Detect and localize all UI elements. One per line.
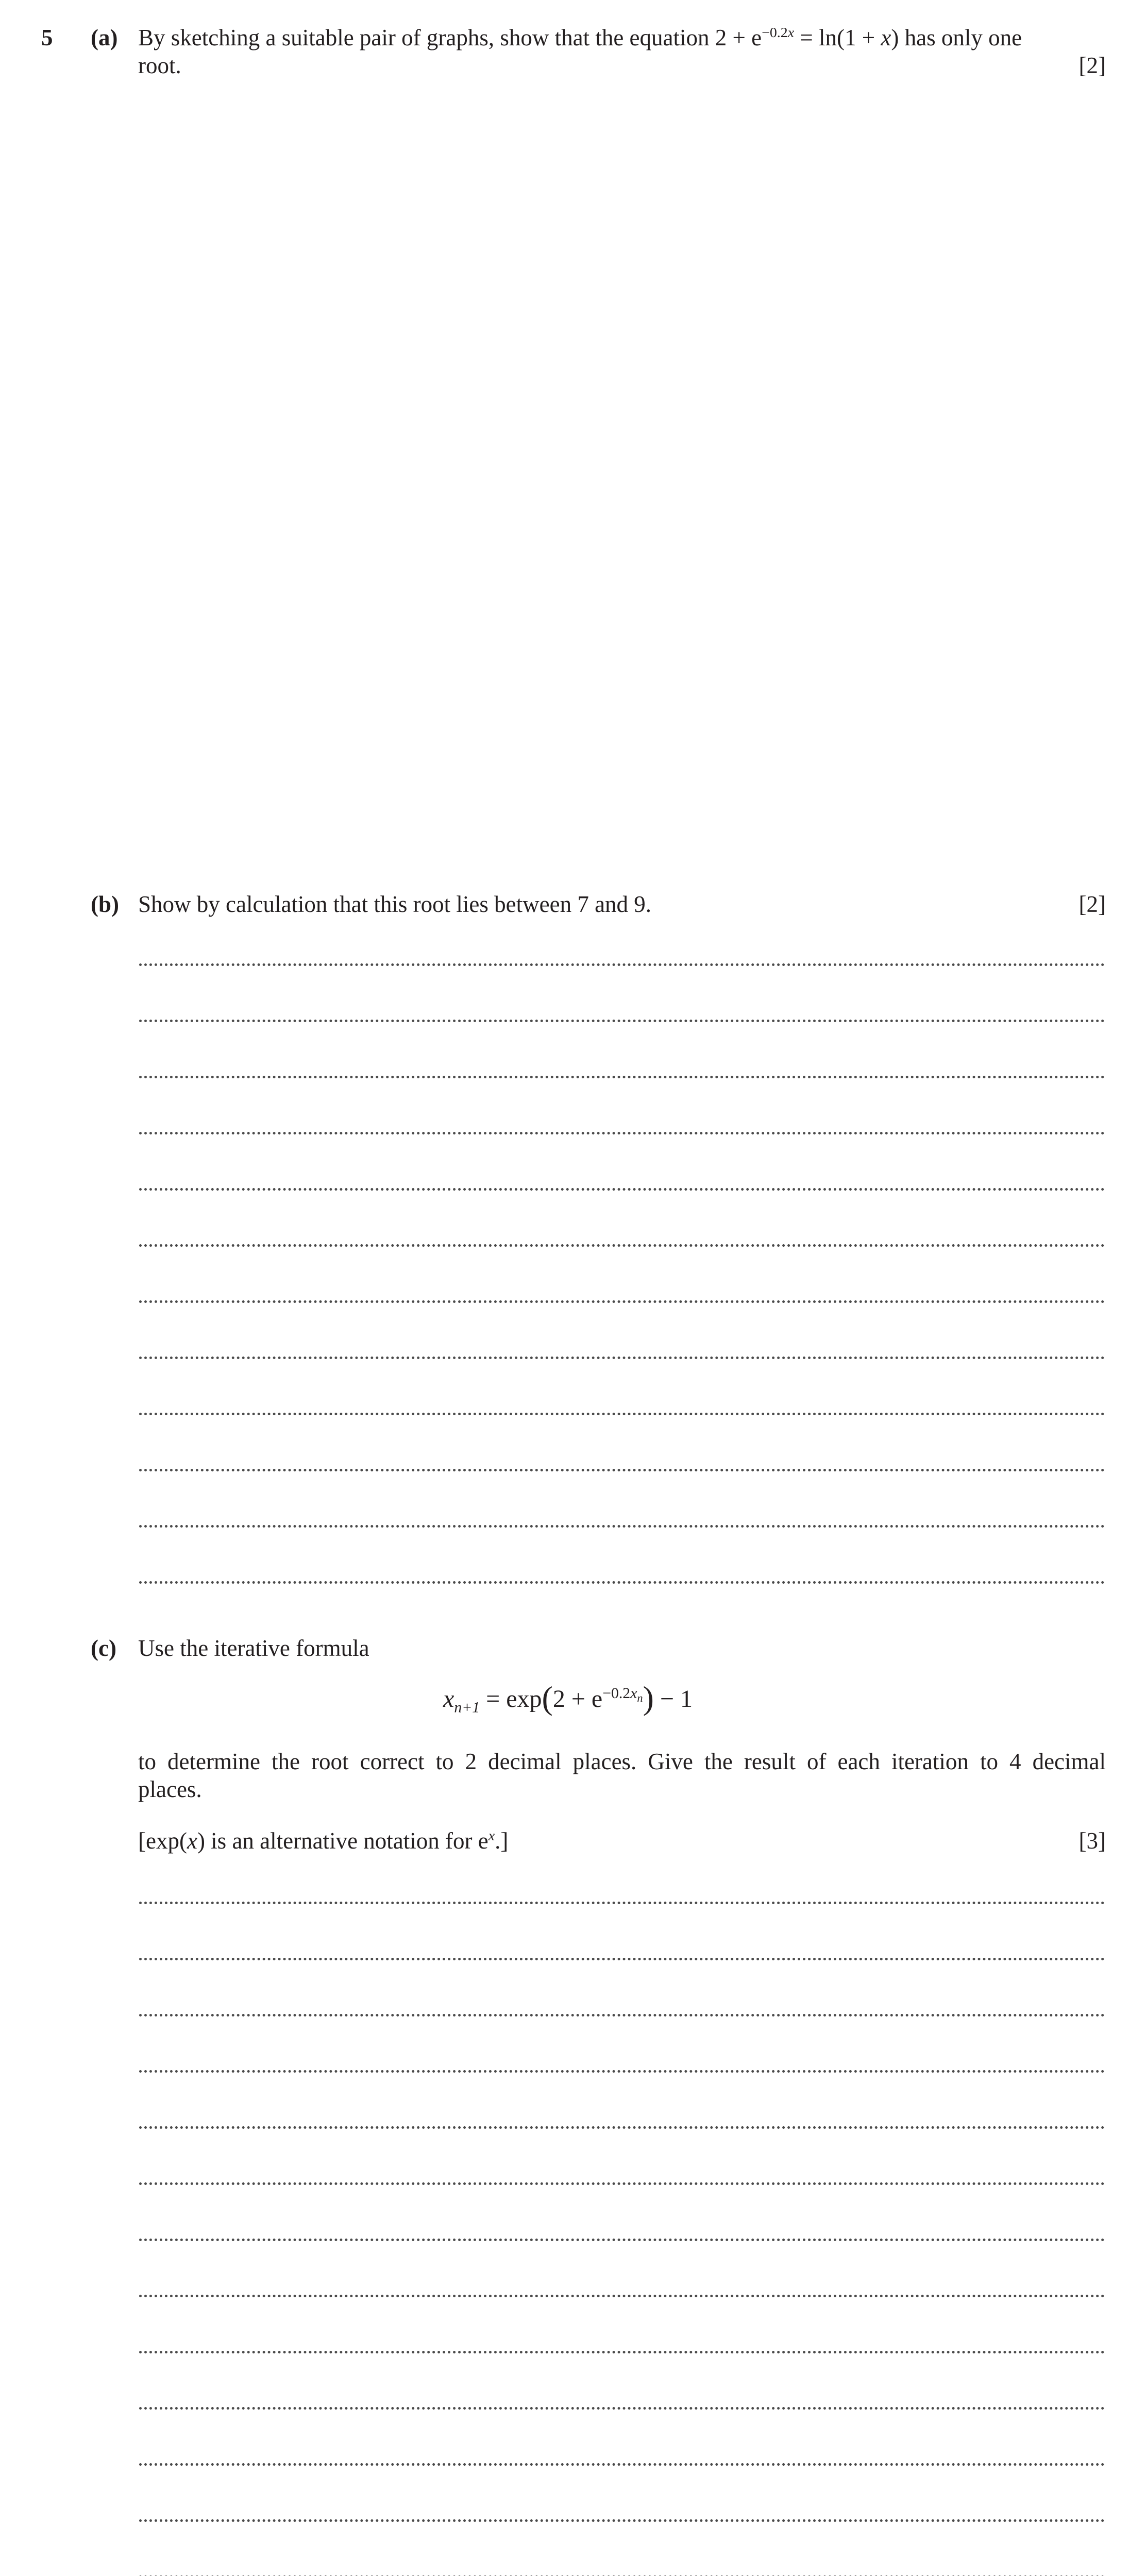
answer-line[interactable] bbox=[139, 1300, 1105, 1303]
part-a-label: (a) bbox=[91, 25, 118, 50]
answer-line[interactable] bbox=[139, 1413, 1105, 1415]
question-number: 5 bbox=[41, 25, 53, 50]
answer-line[interactable] bbox=[139, 1469, 1105, 1471]
part-a-text-line2: root. bbox=[138, 53, 181, 78]
answer-line[interactable] bbox=[139, 1132, 1105, 1134]
part-a-text-after: has only one bbox=[904, 25, 1022, 50]
answer-line[interactable] bbox=[139, 2295, 1105, 2297]
answer-line[interactable] bbox=[139, 1020, 1105, 1022]
answer-line[interactable] bbox=[139, 2126, 1105, 2129]
answer-line[interactable] bbox=[139, 963, 1105, 966]
answer-line[interactable] bbox=[139, 2014, 1105, 2016]
answer-line[interactable] bbox=[139, 2070, 1105, 2073]
answer-line[interactable] bbox=[139, 2407, 1105, 2410]
answer-line[interactable] bbox=[139, 1581, 1105, 1584]
answer-line[interactable] bbox=[139, 2519, 1105, 2522]
answer-line[interactable] bbox=[139, 2182, 1105, 2185]
part-c-instruction-line1: to determine the root correct to 2 decimal places. Give the result of each iteration to 4 decimal bbox=[138, 1749, 1106, 1774]
answer-line[interactable] bbox=[139, 2463, 1105, 2466]
part-c-instruction bbox=[138, 1748, 1106, 1803]
part-b-question-text: Show by calculation that this root lies between 7 and 9. bbox=[138, 891, 652, 917]
part-a-equation: $2 + e^{-0.2x} = \ln(1 + x)$ bbox=[715, 25, 899, 50]
iterative-formula: $x_{n+1} = \exp(2 + e^{-0.2x_n}) - 1$ bbox=[443, 1680, 693, 1716]
part-b-label: (b) bbox=[91, 891, 119, 917]
part-c-marks: [3] bbox=[1078, 1828, 1106, 1854]
part-c-intro: Use the iterative formula bbox=[138, 1635, 369, 1661]
part-c-label: (c) bbox=[91, 1635, 116, 1661]
answer-line[interactable] bbox=[139, 2351, 1105, 2353]
answer-line[interactable] bbox=[139, 1902, 1105, 1904]
answer-line[interactable] bbox=[139, 2239, 1105, 2241]
answer-line[interactable] bbox=[139, 1188, 1105, 1191]
part-c-notation-note: [exp(x) is an alternative notation for $e^x$.] bbox=[138, 1828, 509, 1854]
part-a-marks: [2] bbox=[1078, 53, 1106, 78]
answer-line[interactable] bbox=[139, 1076, 1105, 1078]
part-a-text-before: By sketching a suitable pair of graphs, show that the equation bbox=[138, 25, 710, 50]
answer-line[interactable] bbox=[139, 1525, 1105, 1528]
part-c-instruction-line2: places. bbox=[138, 1776, 202, 1802]
answer-line[interactable] bbox=[139, 1357, 1105, 1359]
answer-line[interactable] bbox=[139, 1244, 1105, 1247]
part-a-question-text bbox=[138, 24, 1022, 52]
answer-line[interactable] bbox=[139, 1958, 1105, 1960]
part-b-marks: [2] bbox=[1078, 891, 1106, 917]
